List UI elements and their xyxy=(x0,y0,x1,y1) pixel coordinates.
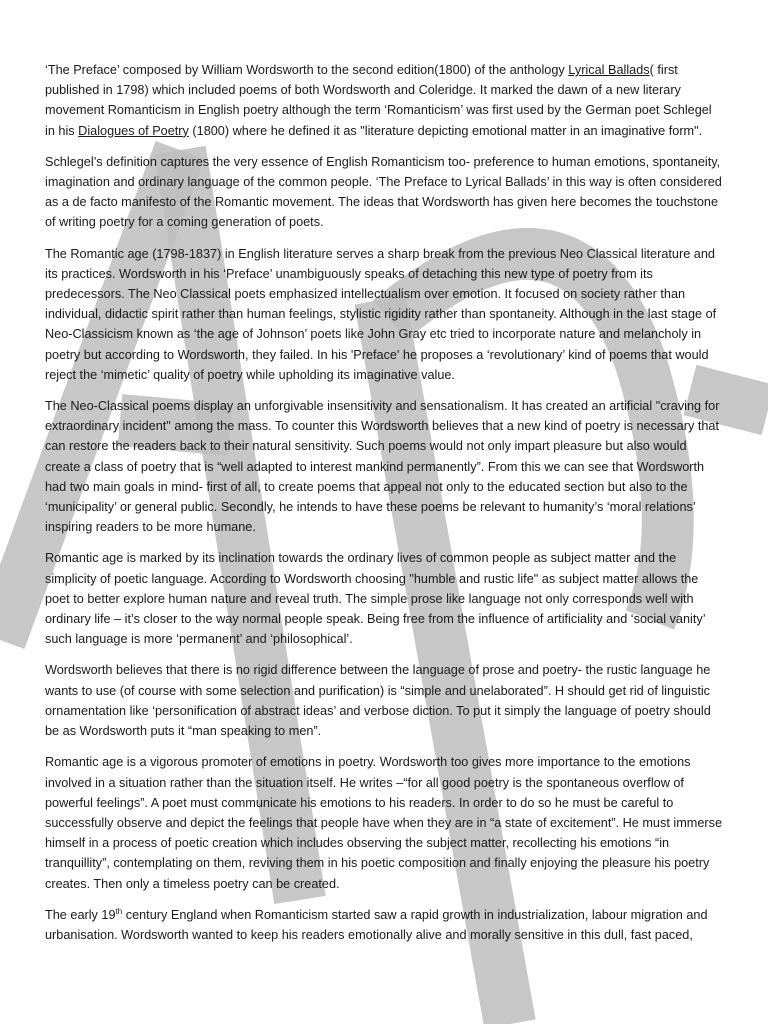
paragraph-1-text-b: ( first published in 1798) which included poems of both Wordsworth and Coleridge. It marked the dawn of a new literary movement Romanticism in English poetry although the term ‘Romanticism’ was first used by the German poet Schlegel in his xyxy=(45,63,712,138)
paragraph-6: Wordsworth believes that there is no rigid difference between the language of prose and poetry- the rustic language he wants to use (of course with some selection and purification) is “simple and unelaborated”. H should get rid of linguistic ornamentation like ‘personification of abstract ideas’ and verbose diction. To put it simply the language of poetry should be as Wordsworth puts it “man speaking to men”. xyxy=(45,663,711,739)
paragraph-1-text-c: (1800) where he defined it as "literature depicting emotional matter in an imaginative form". xyxy=(188,123,703,138)
paragraph-8 xyxy=(45,905,725,945)
dialogues-of-poetry-link[interactable]: Dialogues of Poetry xyxy=(78,123,189,138)
paragraph-8-text-a: The early 19 xyxy=(45,907,116,922)
paragraph-3: The Romantic age (1798-1837) in English literature serves a sharp break from the previous Neo Classical literature and its practices. Wordsworth in his ‘Preface’ unambiguously speaks of detaching this new type of poetry from its predecessors. The Neo Classical poets emphasized intellectualism over emotion. It focused on society rather than individual, didactic spirit rather than human feelings, stylistic rigidity rather than spontaneity. Although in the last stage of Neo-Classicism known as ‘the age of Johnson’ poets like John Gray etc tried to incorporate nature and melancholy in poetry but according to Wordsworth, they failed. In his 'Preface' he proposes a ‘revolutionary’ kind of poems that would reject the ‘mimetic’ quality of poetry while upholding its imaginative value. xyxy=(45,246,717,382)
paragraph-4: The Neo-Classical poems display an unforgivable insensitivity and sensationalism. It has created an artificial "craving for extraordinary incident" among the mass. To counter this Wordsworth believes that a new kind of poetry is necessary that can restore the readers back to their natural sensitivity. Such poems would not only impart pleasure but also would create a class of poetry that is “well adapted to interest mankind permanently”. From this we can see that Wordsworth had two main goals in mind- first of all, to create poems that appeal not only to the educated section but also to the ‘municipality’ or general public. Secondly, he intends to have these poems be relevant to humanity’s ‘moral relations’ inspiring readers to be more humane. xyxy=(45,399,720,535)
superscript-th: th xyxy=(115,906,123,916)
paragraph-8-text-b: century England when Romanticism started saw a rapid growth in industrialization, labour migration and urbanisation. Wordsworth wanted to keep his readers emotionally alive and morally sensitive in this dull, fast paced, xyxy=(45,907,708,942)
paragraph-2: Schlegel’s definition captures the very essence of English Romanticism too- preference to human emotions, spontaneity, imagination and ordinary language of the common people. ‘The Preface to Lyrical Ballads’ in this way is often considered as a de facto manifesto of the Romantic movement. The ideas that Wordsworth has given here becomes the touchstone of writing poetry for a coming generation of poets. xyxy=(45,154,722,230)
paragraph-1 xyxy=(45,60,725,141)
article-body xyxy=(45,60,725,956)
lyrical-ballads-link[interactable]: Lyrical Ballads xyxy=(568,63,650,77)
paragraph-7: Romantic age is a vigorous promoter of emotions in poetry. Wordsworth too gives more importance to the emotions involved in a situation rather than the situation itself. He writes –“for all good poetry is the spontaneous overflow of powerful feelings”. A poet must communicate his emotions to his readers. In order to do so he must be careful to successfully observe and depict the feelings that people have when they are in “a state of excitement”. He must immerse himself in a process of poetic creation which includes observing the subject matter, recollecting his emotions “in tranquillity”, contemplating on them, reviving them in his poetic composition and finally enjoying the pleasure his poetry creates. Then only a timeless poetry can be created. xyxy=(45,755,723,891)
paragraph-5: Romantic age is marked by its inclination towards the ordinary lives of common people as subject matter and the simplicity of poetic language. According to Wordsworth choosing "humble and rustic life" as subject matter allows the poet to better explore human nature and reveal truth. The simple prose like language not only corresponds well with ordinary life – it’s closer to the way normal people speak. Being free from the influence of artificiality and ‘social vanity’ such language is more ‘permanent’ and ‘philosophical’. xyxy=(45,551,706,647)
paragraph-1-text-a: ‘The Preface’ composed by William Wordsworth to the second edition(1800) of the anthology xyxy=(45,63,569,77)
